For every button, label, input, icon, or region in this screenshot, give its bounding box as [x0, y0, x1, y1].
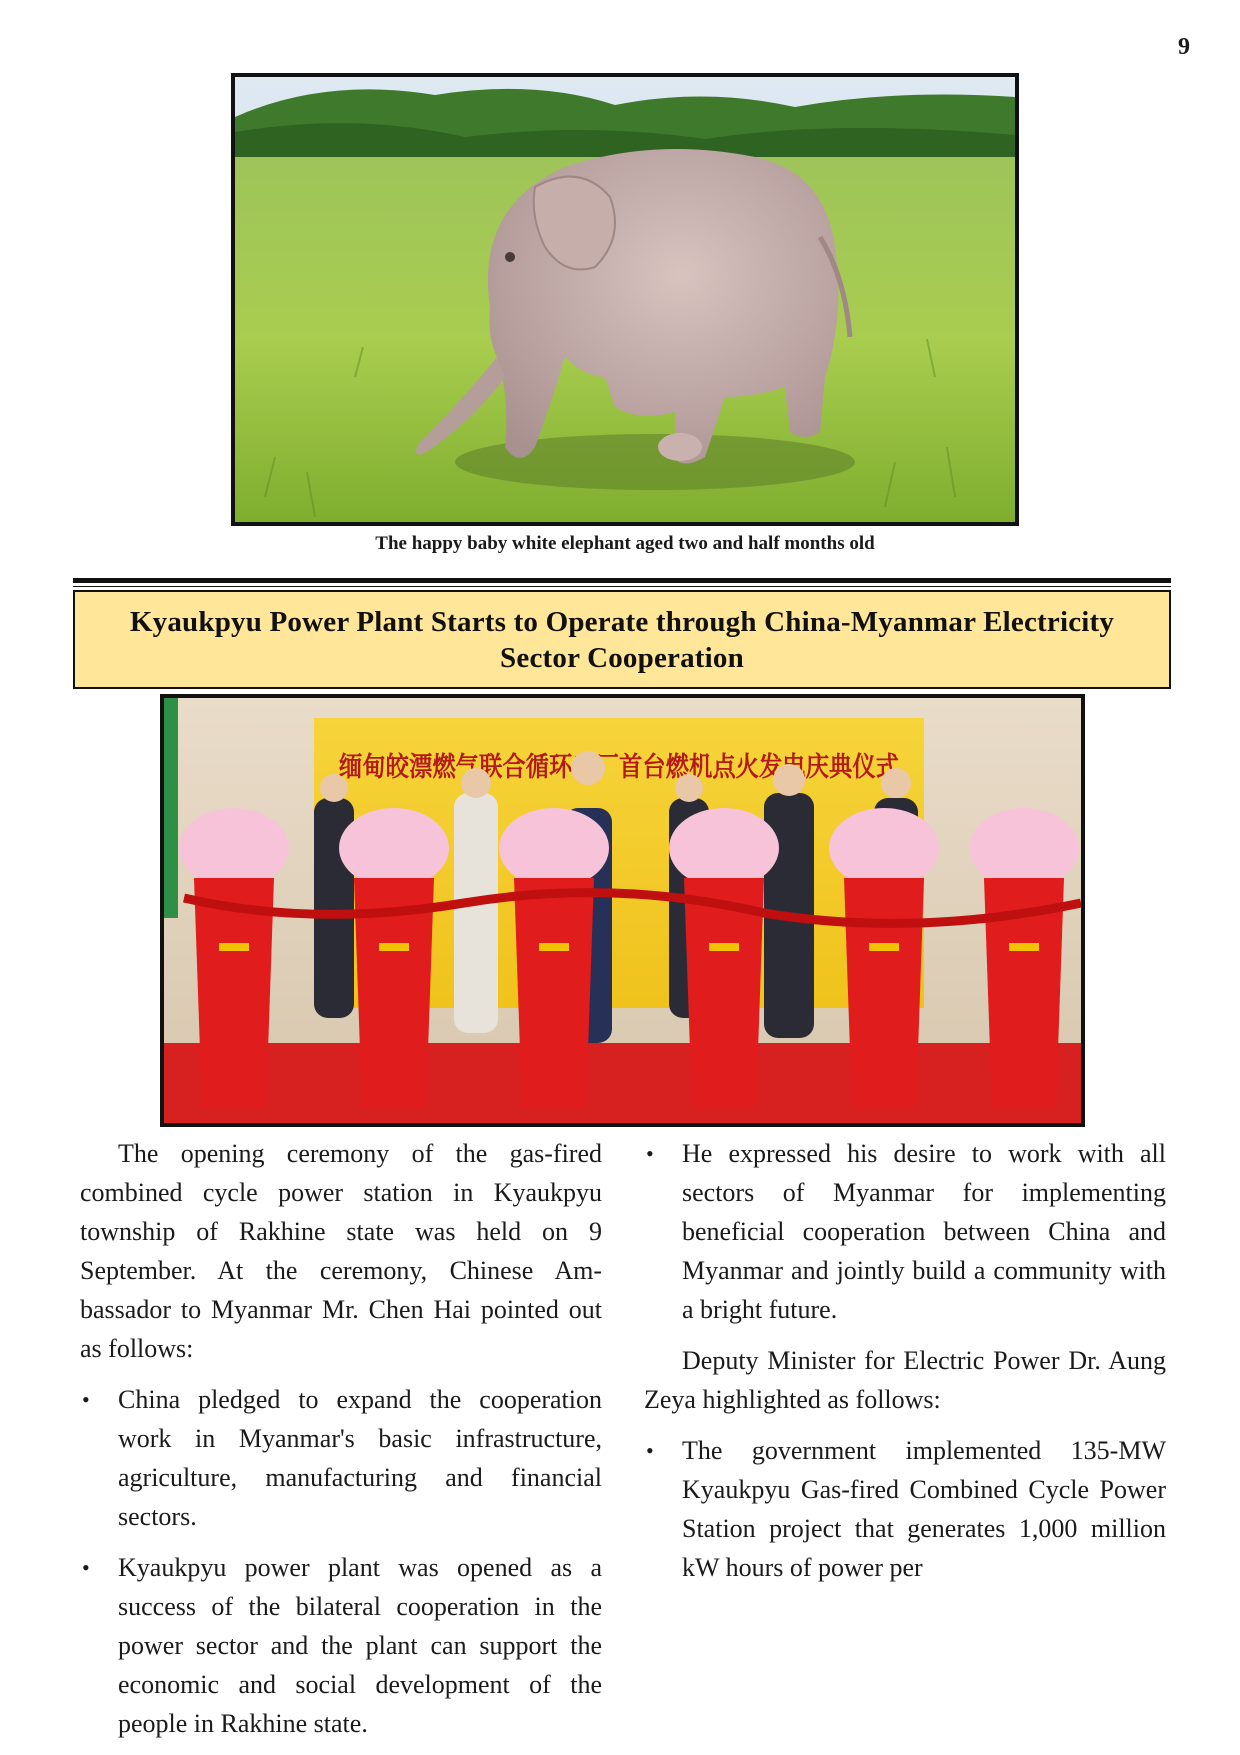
bullet-text: Kyaukpyu power plant was opened as a success of the bilateral cooperation in the power sector and the plant can support the economic and social development of the people in Rakhine state. — [118, 1553, 602, 1738]
bullet-icon: • — [646, 1438, 654, 1463]
bullet-item — [80, 1380, 602, 1536]
page-number: 9 — [1178, 34, 1190, 60]
article-paragraph: The opening ceremony of the gas-fired combined cycle power station in Kyaukpyu township of Rakhine state was held on 9 September. At the ceremony, Chinese Ambassador to Myanmar Mr. Chen Hai pointed out as follows: — [80, 1139, 602, 1363]
bullet-item — [644, 1431, 1166, 1587]
bullet-icon: • — [82, 1555, 90, 1580]
bullet-item — [644, 1134, 1166, 1329]
ceremony-illustration — [164, 698, 1081, 1123]
bullet-list-right-2 — [644, 1431, 1166, 1587]
bullet-icon: • — [646, 1141, 654, 1166]
bullet-text: The government implemented 135-MW Kyaukpyu Gas-fired Combined Cycle Power Station project that generates 1,000 million kW hours of power per — [682, 1436, 1166, 1582]
bullet-text: He expressed his desire to work with all sectors of Myanmar for implementing beneficial cooperation between China and Myanmar and jointly build a community with a bright future. — [682, 1139, 1166, 1324]
banner-text: 缅甸皎漂燃气联合循环电厂首台燃机点火发电庆典仪式 — [339, 752, 987, 783]
bullet-icon: • — [82, 1387, 90, 1412]
bullet-item — [80, 1548, 602, 1743]
section-divider — [73, 578, 1171, 583]
ceremony-photo — [160, 694, 1085, 1127]
section-divider-thin — [73, 586, 1171, 587]
article-column-right — [644, 1134, 1166, 1599]
bullet-list-right — [644, 1134, 1166, 1329]
article-headline: Kyaukpyu Power Plant Starts to Operate through China-Myanmar Electricity Sector Cooperation — [129, 605, 1115, 674]
bullet-text: China pledged to expand the cooperation work in Myanmar's basic infrastructure, agriculture, manufacturing and financial sectors. — [118, 1385, 602, 1531]
article-paragraph: Deputy Minister for Electric Power Dr. Aung Zeya highlighted as follows: — [644, 1346, 1166, 1414]
bullet-list-left — [80, 1380, 602, 1743]
article-column-left — [80, 1134, 602, 1755]
photo-caption: The happy baby white elephant aged two and half months old — [375, 533, 875, 554]
elephant-photo — [231, 73, 1019, 526]
headline-box — [73, 590, 1171, 689]
elephant-illustration — [235, 77, 1015, 522]
